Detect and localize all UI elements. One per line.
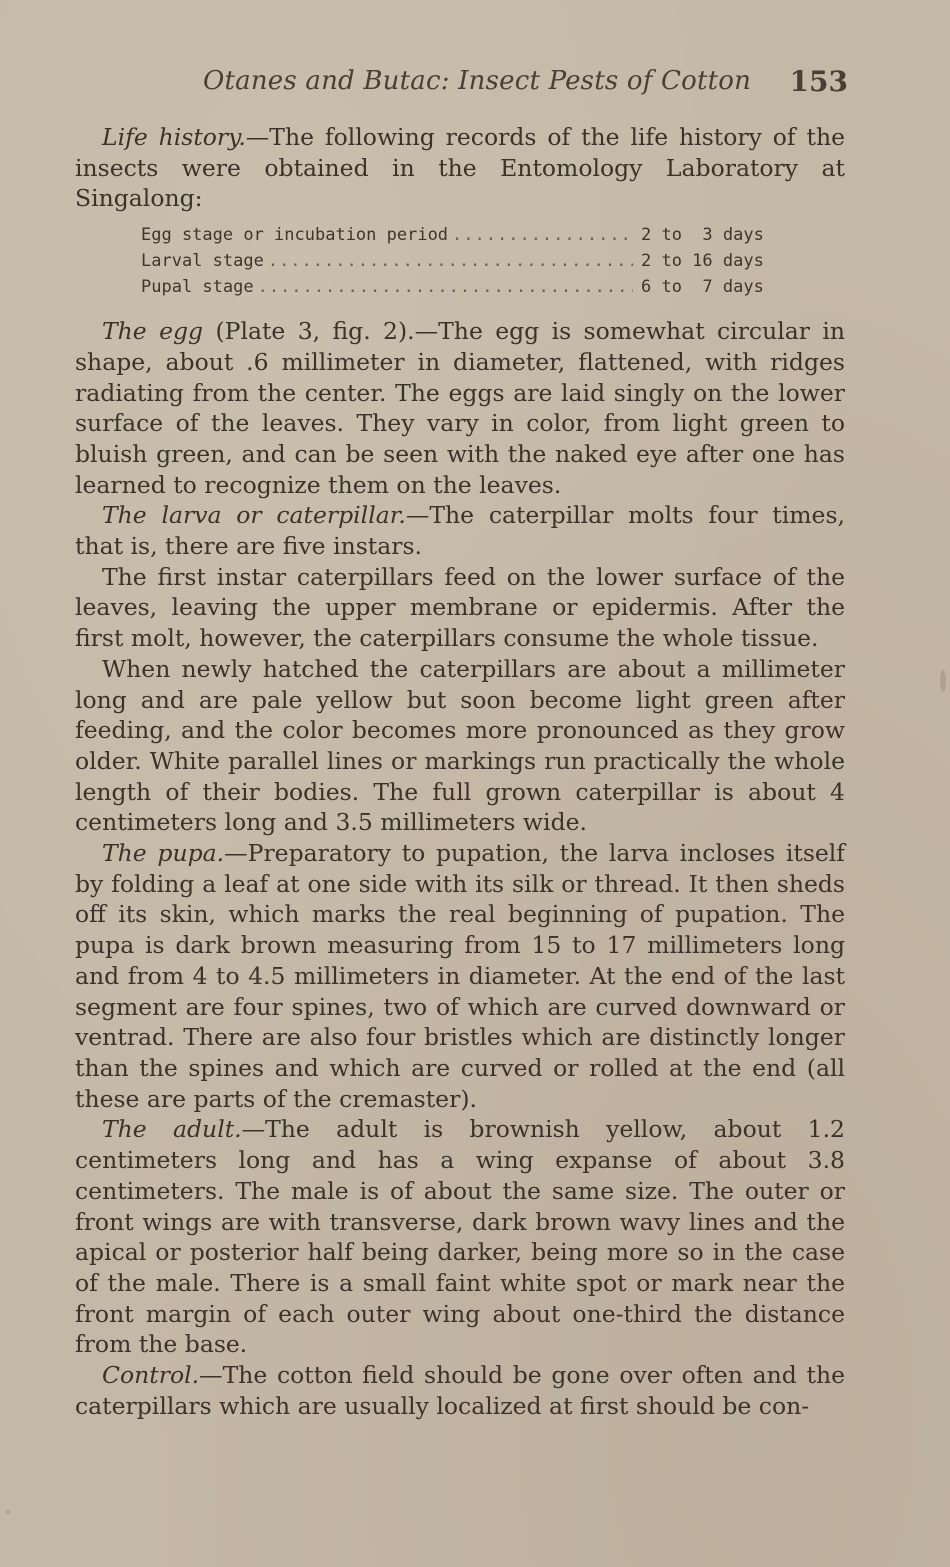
stage-label: Larval stage <box>141 251 264 272</box>
egg-text: (Plate 3, fig. 2).—The egg is somewhat circular in shape, about .6 millimeter in diameter, flattened, with ridges radiating from the center. The eggs are laid singly on the lower surface of the leaves. They vary in color, from light green to bluish green, and can be seen with the naked eye after one has learned to recognize them on the leaves. <box>75 317 846 499</box>
life-history-text: —The following records of the life history of the insects were obtained in the Entomology Laboratory at Singalong: <box>75 123 845 213</box>
newly-hatched-paragraph: When newly hatched the caterpillars are about a millimeter long and are pale yellow but soon become light green after feeding, and the color becomes more pronounced as they grow older. White parallel lines or markings run practically the whole length of their bodies. The full grown caterpillar is about 4 centimeters long and 3.5 millimeters wide. <box>75 654 845 837</box>
egg-paragraph <box>75 316 845 500</box>
body-text <box>75 122 845 1421</box>
adult-heading: The adult. <box>102 1115 242 1144</box>
first-instar-paragraph: The first instar caterpillars feed on the lower surface of the leaves, leaving the upper membrane or epidermis. After the first molt, however, the caterpillars consume the whole tissue. <box>75 562 845 653</box>
table-row <box>141 274 776 300</box>
control-paragraph <box>75 1360 845 1421</box>
paper-blemish <box>940 670 946 692</box>
larva-text: —The caterpillar molts four times, that is, there are five instars. <box>75 501 845 561</box>
dot-leader <box>452 222 633 248</box>
pupa-text: —Preparatory to pupation, the larva incloses itself by folding a leaf at one side with its silk or thread. It then sheds off its skin, which marks the real beginning of pupation. The pupa is dark brown measuring from 15 to 17 millimeters long and from 4 to 4.5 millimeters in diameter. At the end of the last segment are four spines, two of which are curved downward or ventrad. There are also four bristles which are distinctly longer than the spines and which are curved or rolled at the end (all these are parts of the cremaster). <box>75 839 845 1113</box>
page-number: 153 <box>789 65 848 98</box>
table-row <box>141 222 776 248</box>
dot-leader <box>258 274 633 300</box>
adult-text: —The adult is brownish yellow, about 1.2 centimeters long and has a wing expanse of about 3.8 centimeters. The male is of about the same size. The outer or front wings are with transverse, dark brown wavy lines and the apical or posterior half being darker, being more so in the case of the male. There is a small faint white spot or mark near the front margin of each outer wing about one-third the distance from the base. <box>75 1115 845 1359</box>
life-history-heading: Life history. <box>102 123 246 151</box>
stage-label: Pupal stage <box>141 277 254 298</box>
life-history-table <box>141 222 776 300</box>
pupa-paragraph <box>75 838 845 1114</box>
larva-paragraph <box>75 500 845 561</box>
pupa-heading: The pupa. <box>102 839 225 868</box>
page-header <box>75 62 848 106</box>
adult-paragraph <box>75 1114 845 1360</box>
stage-duration: 2 to 16 days <box>641 251 764 272</box>
control-text: —The cotton field should be gone over often and the caterpillars which are usually localized at first should be con- <box>75 1361 845 1420</box>
table-row <box>141 248 776 274</box>
stage-duration: 6 to 7 days <box>641 277 764 298</box>
life-history-paragraph <box>75 122 845 214</box>
book-page <box>75 62 848 1421</box>
larva-heading: The larva or caterpillar. <box>102 501 406 530</box>
paper-blemish <box>6 1510 10 1514</box>
stage-duration: 2 to 3 days <box>641 225 764 246</box>
egg-heading: The egg <box>102 317 204 346</box>
running-title: Otanes and Butac: Insect Pests of Cotton <box>203 66 752 96</box>
control-heading: Control. <box>102 1361 200 1390</box>
dot-leader <box>268 248 633 274</box>
stage-label: Egg stage or incubation period <box>141 225 449 246</box>
